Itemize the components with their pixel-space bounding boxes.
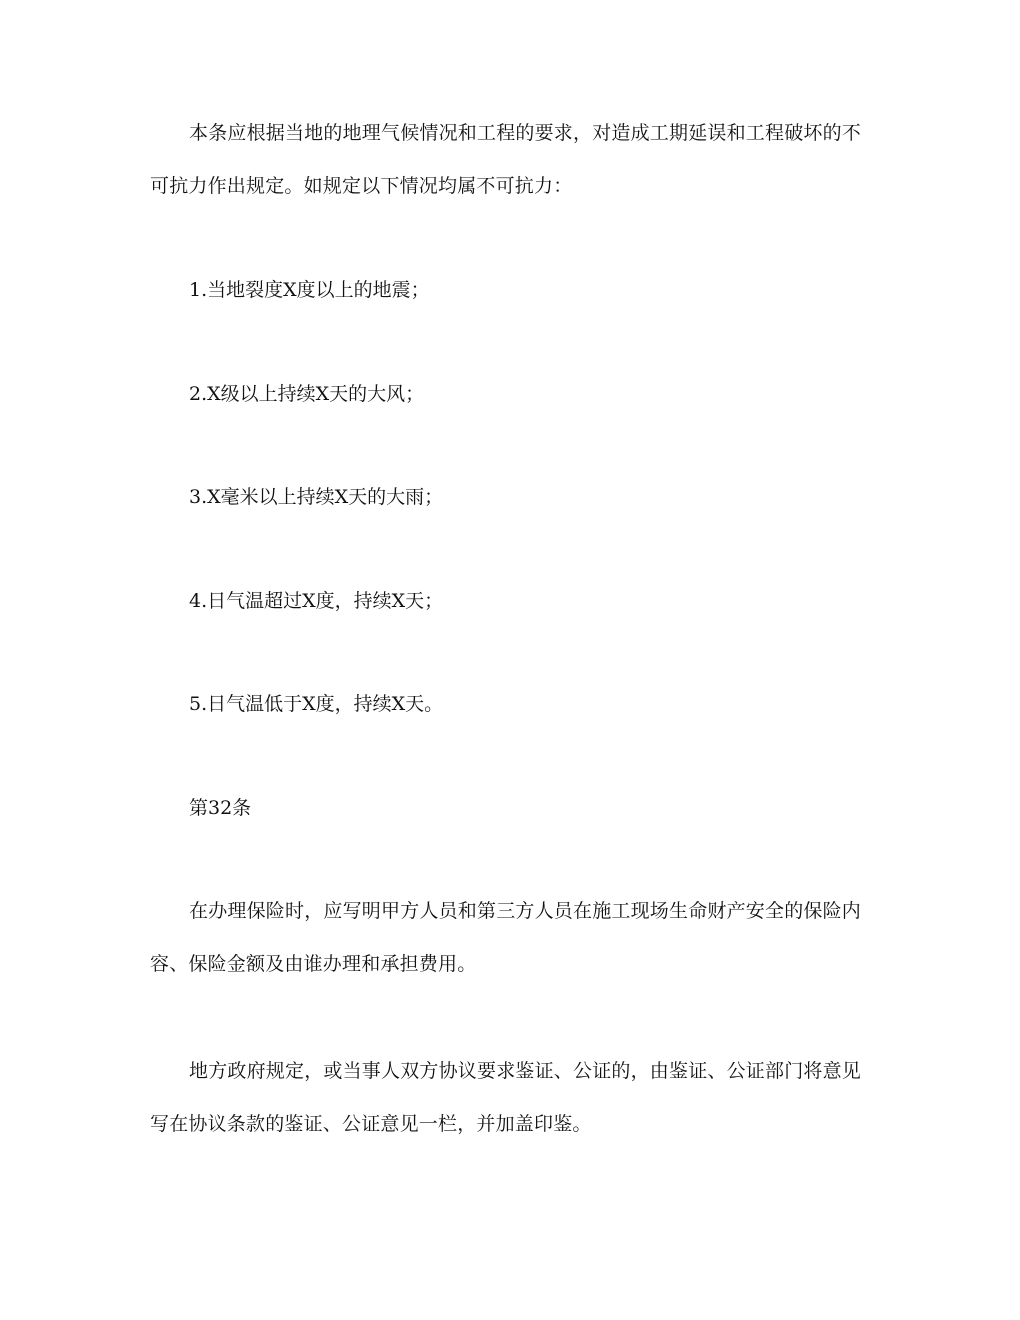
intro-paragraph: 本条应根据当地的地理气候情况和工程的要求，对造成工期延误和工程破坏的不可抗力作出规定。如规定以下情况均属不可抗力： [150, 122, 862, 197]
list-item-1: 1.当地裂度X度以上的地震； [189, 279, 430, 301]
insurance-paragraph: 在办理保险时，应写明甲方人员和第三方人员在施工现场生命财产安全的保险内容、保险金额及由谁办理和承担费用。 [150, 900, 862, 975]
list-item-4: 4.日气温超过X度，持续X天； [189, 590, 444, 612]
list-item-3: 3.X毫米以上持续X天的大雨； [189, 486, 444, 508]
list-item-2: 2.X级以上持续X天的大风； [189, 383, 425, 405]
list-item-5: 5.日气温低于X度，持续X天。 [189, 693, 444, 715]
article-heading: 第32条 [189, 797, 252, 819]
notary-paragraph: 地方政府规定，或当事人双方协议要求鉴证、公证的，由鉴证、公证部门将意见写在协议条款的鉴证、公证意见一栏，并加盖印鉴。 [150, 1060, 862, 1135]
